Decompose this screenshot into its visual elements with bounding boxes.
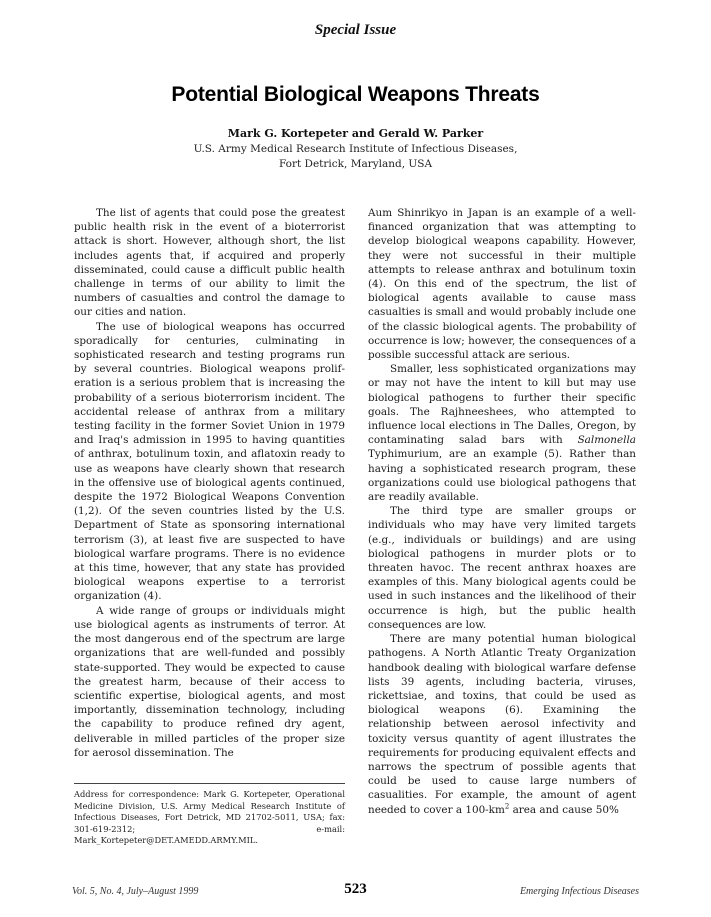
correspondence-footnote: Address for correspondence: Mark G. Kortepeter, Operational Medicine Division, U.S. Army Medical Research Institute of Infectious Diseases, Fort Detrick, MD 21702-5011, USA; fax: 301-619-2312; e-mail: Mark_Kortepeter@DET.AMEDD.ARMY.MIL.	[74, 789, 345, 845]
paragraph: A wide range of groups or individuals might use biological agents as instruments of terror. At the most dangerous end of the spectrum are large organizations that are well-funded and possibly state-supported. They would be expected to cause the greatest harm, because of their access to scientific expertise, biological agents, and most importantly, dissemination technology, including the capability to produce refined dry agent, deliverable in milled particles of the proper size for aerosol dissemination. The	[74, 604, 345, 759]
body-column-right	[368, 206, 636, 817]
paragraph-text: There are many potential human biological pathogens. A North Atlantic Treaty Organization handbook dealing with biological warfare defense lists 39 agents, including bacteria, viruses, rickettsiae, and toxins, that could be used as biological weapons (6). Examining the relationship between aerosol infectivity and toxicity versus quantity of agent illustrates the requirements for producing equivalent effects and narrows the spectrum of possible agents that could be used to cause large numbers of casualities. For example, the amount of agent needed to cover a 100-km	[368, 633, 636, 816]
footer-issue-info: Vol. 5, No. 4, July–August 1999	[72, 886, 199, 897]
paragraph: The list of agents that could pose the greatest public health risk in the event of a bioterrorist attack is short. However, although short, the list includes agents that, if acquired and properly disseminated, could cause a difficult public health challenge in terms of our ability to limit the numbers of casualties and control the damage to our cities and nation.	[74, 207, 345, 319]
footer-journal-name: Emerging Infectious Diseases	[519, 886, 639, 897]
author-affiliation-line1: U.S. Army Medical Research Institute of Infectious Diseases,	[193, 143, 518, 155]
paragraph: Aum Shinrikyo in Japan is an example of a well-financed organization that was attempting to develop biological weapons capability. However, they were not successful in their multiple attempts to release anthrax and botulinum toxin (4). On this end of the spectrum, the list of biological agents available to cause mass casualties is small and would probably include one of the classic biological agents. The probability of occurrence is low; however, the consequences of a possible successful attack are serious.	[368, 207, 637, 362]
footnote-divider	[74, 783, 345, 784]
paragraph: The use of biological weapons has occurred sporadically for centuries, culminating in sophisticated research and testing programs run by several countries. Biological weapons proliferation is a serious problem that is increasing the probability of a serious bioterrorism incident. The accidental release of anthrax from a military testing facility in the former Soviet Union in 1979 and Iraq's admission in 1995 to having quantities of anthrax, botulinum toxin, and aflatoxin ready to use as weapons have clearly shown that research in the offensive use of biological agents continued, despite the 1972 Biological Weapons Convention (1,2). Of the seven countries listed by the U.S. Department of State as sponsoring international terrorism (3), at least five are suspected to have biological warfare programs. There is no evidence at this time, however, that any state has provided biological weapons expertise to a terrorist organization (4).	[74, 320, 345, 603]
paragraph	[368, 632, 636, 817]
species-name: Salmonella	[577, 434, 636, 447]
running-head: Special Issue	[314, 22, 397, 38]
article-title: Potential Biological Weapons Threats	[171, 83, 540, 106]
paragraph-text: Typhimurium, are an example (5). Rather than having a sophisticated research program, these organizations could use biological pathogens that are readily available.	[368, 448, 636, 504]
article-authors: Mark G. Kortepeter and Gerald W. Parker	[227, 127, 484, 140]
paragraph	[368, 362, 636, 504]
paragraph: The third type are smaller groups or individuals who may have very limited targets (e.g., individuals or buildings) and are using biological pathogens in murder plots or to threaten havoc. The recent anthrax hoaxes are examples of this. Many biological agents could be used in such instances and the likelihood of their occurrence is high, but the public health consequences are low.	[368, 505, 636, 631]
superscript: 2	[504, 802, 510, 811]
paragraph-text: area and cause 50%	[509, 803, 619, 816]
page-number: 523	[344, 881, 367, 897]
paragraph-text: Smaller, less sophisticated organizations may or may not have the intent to kill but may use biological pathogens to further their specific goals. The Rajhneeshees, who attempted to influence local elections in The Dalles, Oregon, by contaminating salad bars with	[368, 363, 636, 447]
body-column-left	[74, 206, 345, 760]
author-affiliation-line2: Fort Detrick, Maryland, USA	[278, 158, 433, 170]
